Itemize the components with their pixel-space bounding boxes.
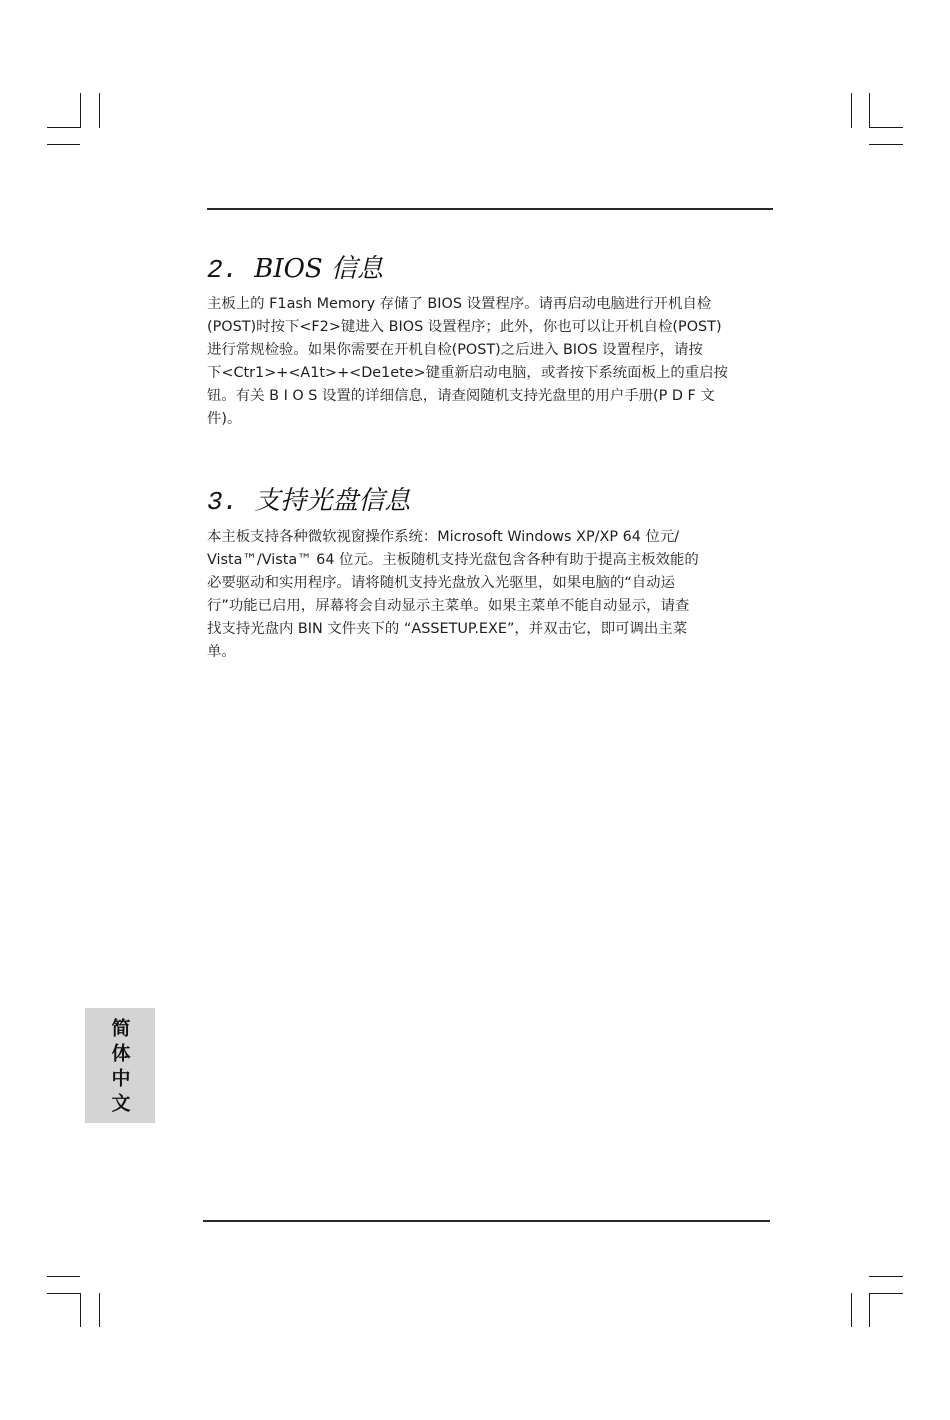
crop-mark-bottom-left-h1 (47, 1276, 80, 1277)
section-3-number: 3. (207, 487, 239, 517)
crop-mark-top-left-v1 (80, 93, 81, 128)
section-3-title: 支持光盘信息 (254, 486, 411, 516)
footer-rule (203, 1220, 770, 1222)
section-2-line: 件)。 (207, 411, 242, 427)
crop-mark-top-left-h2 (47, 144, 80, 145)
section-3-body (207, 526, 773, 664)
crop-mark-top-right-v2 (869, 93, 870, 128)
crop-mark-bottom-left-v2 (99, 1293, 100, 1327)
section-2-line: 主板上的 F1ash Memory 存储了 BIOS 设置程序。请再启动电脑进行开机自检 (207, 296, 712, 312)
crop-mark-bottom-left-v1 (80, 1293, 81, 1327)
crop-mark-top-left-h1 (47, 127, 80, 128)
section-3-line: 必要驱动和实用程序。请将随机支持光盘放入光驱里，如果电脑的“自动运 (207, 575, 675, 591)
section-3-line: 单。 (207, 644, 236, 660)
section-2-body (207, 293, 773, 431)
crop-mark-top-right-v1 (851, 93, 852, 128)
crop-mark-bottom-right-v1 (851, 1293, 852, 1327)
crop-mark-top-left-v2 (99, 93, 100, 128)
section-2-title: BIOS 信息 (254, 254, 383, 284)
section-2-line: 钮。有关 B I O S 设置的详细信息，请查阅随机支持光盘里的用户手册(P D F 文 (207, 388, 715, 404)
language-tab-text-wrap (85, 1016, 155, 1120)
language-tab (85, 1008, 155, 1123)
crop-mark-bottom-right-h1 (869, 1276, 903, 1277)
crop-mark-bottom-right-h2 (869, 1293, 903, 1294)
section-3-line: 本主板支持各种微软视窗操作系统：Microsoft Windows XP/XP 64 位元/ (207, 529, 680, 545)
section-2-heading (207, 254, 383, 285)
header-rule (207, 208, 773, 210)
section-3-line: Vista™/Vista™ 64 位元。主板随机支持光盘包含各种有助于提高主板效能的 (207, 552, 699, 568)
section-3-line: 行”功能已启用，屏幕将会自动显示主菜单。如果主菜单不能自动显示，请查 (207, 598, 690, 614)
section-2-line: 下<Ctr1>+<A1t>+<De1ete>键重新启动电脑，或者按下系统面板上的重启按 (207, 365, 728, 381)
section-3-line: 找支持光盘内 BIN 文件夹下的 “ASSETUP.EXE”，并双击它，即可调出主菜 (207, 621, 688, 637)
language-tab-label: 简体中文 (108, 1018, 131, 1118)
crop-mark-top-right-h1 (869, 127, 903, 128)
crop-mark-bottom-left-h2 (47, 1293, 80, 1294)
section-2-line: 进行常规检验。如果你需要在开机自检(POST)之后进入 BIOS 设置程序，请按 (207, 342, 703, 358)
crop-mark-bottom-right-v2 (869, 1293, 870, 1327)
section-3-heading (207, 486, 410, 517)
crop-mark-top-right-h2 (869, 144, 903, 145)
section-2-line: (POST)时按下<F2>键进入 BIOS 设置程序；此外，你也可以让开机自检(POST) (207, 319, 722, 335)
section-2-number: 2. (207, 255, 239, 285)
